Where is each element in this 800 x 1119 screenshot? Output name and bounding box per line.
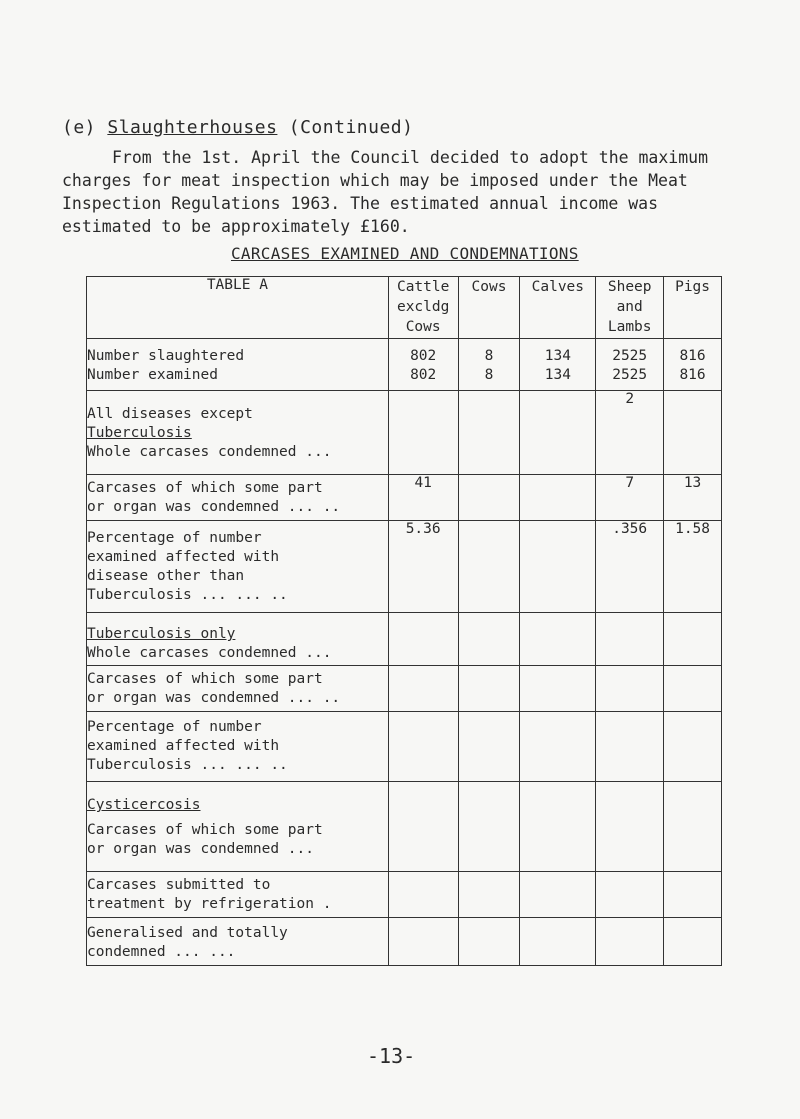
cell-sheep <box>596 872 664 918</box>
table-row-slaughtered <box>87 339 722 391</box>
cell-cows <box>458 613 520 666</box>
cell-cows <box>458 475 520 521</box>
cell-pigs <box>664 666 722 712</box>
cell-calves <box>520 613 596 666</box>
column-header-calves: Calves <box>520 277 596 339</box>
cell-cattle <box>388 782 458 872</box>
cell-pigs <box>664 782 722 872</box>
cell-sheep <box>596 918 664 966</box>
row-label-tb-percentage: Percentage of number examined affected with Tuberculosis ... ... .. <box>87 712 389 782</box>
cell-cattle <box>388 613 458 666</box>
cell-calves <box>520 391 596 475</box>
cell-cows <box>458 872 520 918</box>
page-number: -13- <box>367 1044 416 1068</box>
row-label-cyst-generalised: Generalised and totally condemned ... ... <box>87 918 389 966</box>
cell-pigs <box>664 391 722 475</box>
cell-pigs: 13 <box>664 475 722 521</box>
cell-cows: 8 8 <box>458 339 520 391</box>
row-label-other-part: Carcases of which some part or organ was condemned ... .. <box>87 475 389 521</box>
table-row-other-part <box>87 475 722 521</box>
cell-cows <box>458 666 520 712</box>
section-prefix: (e) <box>62 117 108 138</box>
cell-calves <box>520 872 596 918</box>
cell-cows <box>458 918 520 966</box>
cell-pigs: 816 816 <box>664 339 722 391</box>
cell-cattle <box>388 391 458 475</box>
cell-sheep <box>596 782 664 872</box>
table-row-cyst-generalised <box>87 918 722 966</box>
cell-pigs <box>664 712 722 782</box>
table-row-tb-percentage <box>87 712 722 782</box>
cell-sheep: 2 <box>596 391 664 475</box>
intro-paragraph: From the 1st. April the Council decided to adopt the maximum charges for meat inspection which may be imposed under the Meat Inspection Regulations 1963. The estimated annual income was estimated to be approximately £160. <box>62 148 709 236</box>
section-title: Slaughterhouses <box>107 117 278 138</box>
condemnations-table <box>86 276 722 966</box>
row-label-other-percentage: Percentage of number examined affected with disease other than Tuberculosis ... ... .. <box>87 521 389 613</box>
cell-calves <box>520 521 596 613</box>
row-label-tb-whole: Tuberculosis only Whole carcases condemned ... <box>87 613 389 666</box>
table-header-row <box>87 277 722 339</box>
column-header-pigs: Pigs <box>664 277 722 339</box>
cell-pigs <box>664 918 722 966</box>
cell-pigs <box>664 613 722 666</box>
cell-sheep <box>596 712 664 782</box>
cell-cattle: 5.36 <box>388 521 458 613</box>
cell-sheep <box>596 613 664 666</box>
cell-calves <box>520 712 596 782</box>
cell-cows <box>458 712 520 782</box>
cell-calves <box>520 918 596 966</box>
table-row-cyst-part <box>87 782 722 872</box>
cell-cows <box>458 521 520 613</box>
table-row-cyst-refrigeration <box>87 872 722 918</box>
column-header-cows: Cows <box>458 277 520 339</box>
table-row-other-whole <box>87 391 722 475</box>
cell-cattle <box>388 666 458 712</box>
cell-cattle <box>388 872 458 918</box>
row-label-cyst-part: Cysticercosis Carcases of which some part or organ was condemned ... <box>87 782 389 872</box>
cell-sheep: 7 <box>596 475 664 521</box>
cell-cows <box>458 391 520 475</box>
cell-sheep <box>596 666 664 712</box>
section-heading <box>62 117 413 138</box>
row-label-tb-part: Carcases of which some part or organ was condemned ... .. <box>87 666 389 712</box>
row-label-slaughtered: Number slaughtered Number examined <box>87 339 389 391</box>
cell-cows <box>458 782 520 872</box>
table-title: CARCASES EXAMINED AND CONDEMNATIONS <box>231 244 579 263</box>
row-label-cyst-refrigeration: Carcases submitted to treatment by refrigeration . <box>87 872 389 918</box>
cell-cattle <box>388 712 458 782</box>
cell-calves <box>520 666 596 712</box>
cell-calves <box>520 475 596 521</box>
cell-pigs <box>664 872 722 918</box>
cell-cattle <box>388 918 458 966</box>
cell-calves: 134 134 <box>520 339 596 391</box>
cell-cattle: 802 802 <box>388 339 458 391</box>
section-suffix: (Continued) <box>277 117 414 138</box>
cell-sheep: 2525 2525 <box>596 339 664 391</box>
column-header-cattle: Cattle excldg Cows <box>388 277 458 339</box>
table-row-other-percentage <box>87 521 722 613</box>
cell-cattle: 41 <box>388 475 458 521</box>
table-row-tb-whole <box>87 613 722 666</box>
cell-calves <box>520 782 596 872</box>
column-header-sheep: Sheep and Lambs <box>596 277 664 339</box>
cell-pigs: 1.58 <box>664 521 722 613</box>
cell-sheep: .356 <box>596 521 664 613</box>
row-label-other-whole: All diseases except Tuberculosis Whole carcases condemned ... <box>87 391 389 475</box>
table-row-tb-part <box>87 666 722 712</box>
table-corner-label: TABLE A <box>87 277 389 339</box>
